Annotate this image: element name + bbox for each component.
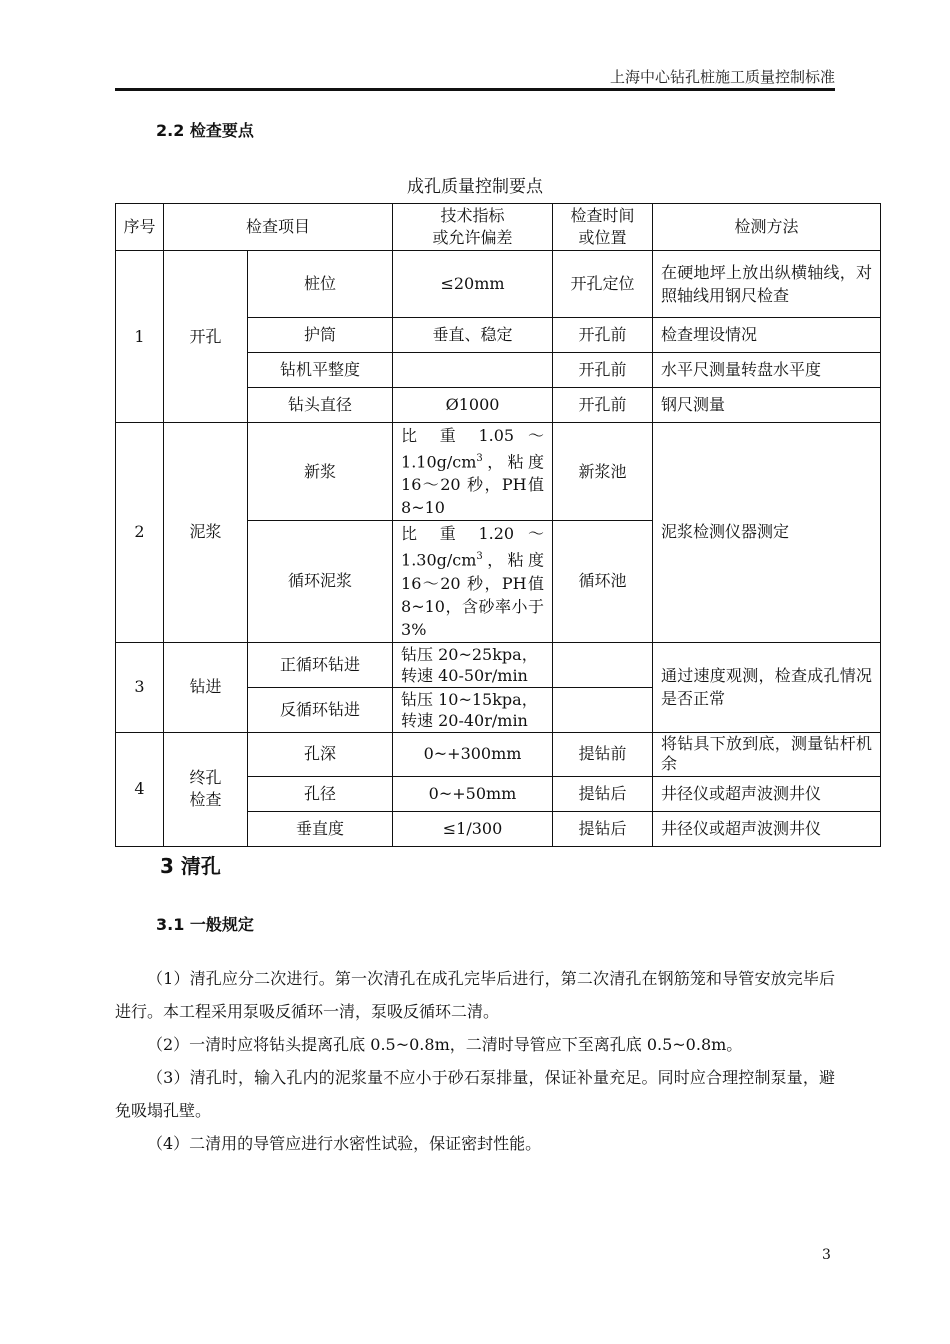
- cell-spec: [393, 642, 553, 687]
- cell-spec: 垂直、稳定: [393, 318, 553, 353]
- cell-method: 在硬地坪上放出纵横轴线，对照轴线用钢尺检查: [653, 251, 881, 318]
- cell-time: [553, 642, 653, 687]
- cell-method: 钢尺测量: [653, 388, 881, 423]
- cell-method: 通过速度观测，检查成孔情况是否正常: [653, 642, 881, 732]
- cell-category: 泥浆: [164, 423, 248, 643]
- cell-spec: ≤1/300: [393, 811, 553, 846]
- cell-category: [164, 732, 248, 846]
- category-line1: 终孔: [189, 768, 222, 788]
- spec-text-a: 比 重 1.20 ～ 1.30g/cm: [401, 524, 545, 570]
- cell-time: 提钻后: [553, 811, 653, 846]
- cell-spec: [393, 353, 553, 388]
- paragraph-3: （3）清孔时，输入孔内的泥浆量不应小于砂石泵排量，保证补量充足。同时应合理控制泵量，避免吸塌孔壁。: [115, 1068, 835, 1120]
- cell-item: 桩位: [248, 251, 393, 318]
- cell-method: 水平尺测量转盘水平度: [653, 353, 881, 388]
- cell-time: 提钻前: [553, 732, 653, 776]
- header-time-line2: 或位置: [578, 228, 627, 247]
- cell-time: [553, 687, 653, 732]
- category-line2: 检查: [189, 790, 222, 810]
- cell-time: 开孔前: [553, 353, 653, 388]
- section-heading-3: 3 清孔: [160, 854, 221, 878]
- cell-method: 井径仪或超声波测井仪: [653, 776, 881, 811]
- cell-spec: 0~+50mm: [393, 776, 553, 811]
- cell-item: 正循环钻进: [248, 642, 393, 687]
- cell-method: 井径仪或超声波测井仪: [653, 811, 881, 846]
- cell-item: 新浆: [248, 423, 393, 521]
- cell-method: 检查埋设情况: [653, 318, 881, 353]
- body-paragraphs: [115, 962, 835, 1160]
- cell-time: 开孔定位: [553, 251, 653, 318]
- table-row: [116, 251, 881, 318]
- spec-line2: 转速 20-40r/min: [401, 710, 528, 730]
- header-title: 上海中心钻孔桩施工质量控制标准: [609, 68, 835, 86]
- cell-item: 循环泥浆: [248, 521, 393, 642]
- spec-text-b: ，粘度16～20 秒，PH值 8~10，含砂率小于 3%: [401, 550, 545, 639]
- table-row: [116, 732, 881, 776]
- cell-seq: 1: [116, 251, 164, 423]
- cell-seq: 4: [116, 732, 164, 846]
- spec-text-b: ，粘度16～20 秒，PH值 8~10: [401, 452, 545, 518]
- header-spec-line1: 技术指标: [440, 206, 505, 225]
- table-header-row: [116, 204, 881, 251]
- spec-line1: 钻压 10~15kpa，: [401, 689, 538, 709]
- cell-seq: 2: [116, 423, 164, 643]
- paragraph-4: （4）二清用的导管应进行水密性试验，保证密封性能。: [147, 1134, 542, 1153]
- cell-spec: [393, 423, 553, 521]
- header-spec: [393, 204, 553, 251]
- spec-line1: 钻压 20~25kpa，: [401, 644, 538, 664]
- cell-item: 反循环钻进: [248, 687, 393, 732]
- table-row: [116, 423, 881, 521]
- cell-method: 将钻具下放到底，测量钻杆机余: [653, 732, 881, 776]
- cell-time: 循环池: [553, 521, 653, 642]
- cell-time: 新浆池: [553, 423, 653, 521]
- cell-spec: ≤20mm: [393, 251, 553, 318]
- cell-spec: [393, 687, 553, 732]
- section-heading-2-2: 2.2 检查要点: [156, 121, 254, 140]
- cell-time: 开孔前: [553, 388, 653, 423]
- cell-item: 孔深: [248, 732, 393, 776]
- spec-superscript: 3: [476, 551, 483, 563]
- paragraph-1: （1）清孔应分二次进行。第一次清孔在成孔完毕后进行，第二次清孔在钢筋笼和导管安放完毕后进行。本工程采用泵吸反循环一清，泵吸反循环二清。: [115, 969, 835, 1021]
- cell-seq: 3: [116, 642, 164, 732]
- cell-spec: Ø1000: [393, 388, 553, 423]
- spec-superscript: 3: [476, 453, 483, 464]
- cell-item: 垂直度: [248, 811, 393, 846]
- table-title: 成孔质量控制要点: [407, 177, 543, 197]
- cell-method: 泥浆检测仪器测定: [653, 423, 881, 643]
- header-method: 检测方法: [653, 204, 881, 251]
- header-item: 检查项目: [164, 204, 393, 251]
- quality-control-table: [115, 203, 881, 847]
- page-number: 3: [822, 1247, 831, 1263]
- header-time: [553, 204, 653, 251]
- cell-spec: 0~+300mm: [393, 732, 553, 776]
- cell-item: 钻机平整度: [248, 353, 393, 388]
- cell-item: 钻头直径: [248, 388, 393, 423]
- paragraph-2: （2）一清时应将钻头提离孔底 0.5~0.8m，二清时导管应下至离孔底 0.5~0.8m。: [147, 1035, 743, 1054]
- table-row: [116, 642, 881, 687]
- header-rule: [115, 88, 835, 91]
- header-time-line1: 检查时间: [570, 206, 635, 225]
- header-spec-line2: 或允许偏差: [432, 228, 513, 247]
- cell-item: 护筒: [248, 318, 393, 353]
- cell-spec: [393, 521, 553, 642]
- section-heading-3-1: 3.1 一般规定: [156, 915, 254, 934]
- cell-item: 孔径: [248, 776, 393, 811]
- spec-line2: 转速 40-50r/min: [401, 665, 528, 685]
- cell-category: 开孔: [164, 251, 248, 423]
- cell-time: 开孔前: [553, 318, 653, 353]
- header-seq: 序号: [116, 204, 164, 251]
- cell-category: 钻进: [164, 642, 248, 732]
- spec-text-a: 比 重 1.05 ～ 1.10g/cm: [401, 426, 545, 472]
- cell-time: 提钻后: [553, 776, 653, 811]
